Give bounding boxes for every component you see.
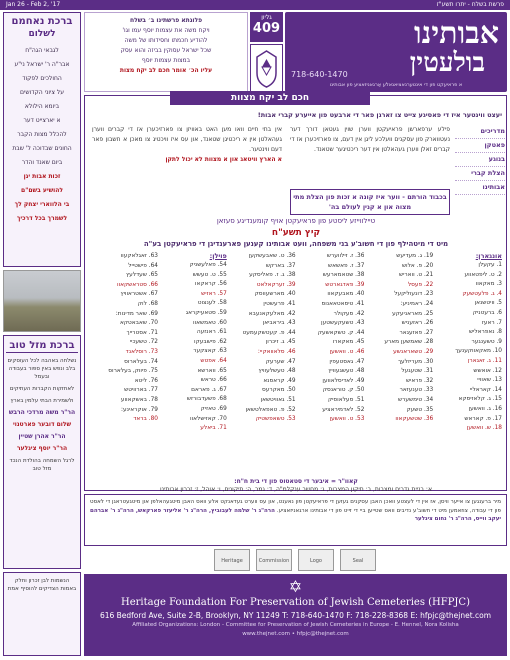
project-item: 32. פראיש xyxy=(405,377,434,384)
org-name: Heritage Foundation For Preservation of Jewish Cemeteries (HFPJC) xyxy=(120,597,470,608)
partner-logo: Seal xyxy=(340,549,376,571)
parsha-quote-line: להודיע חכמתו וחסידותו של משה xyxy=(124,37,208,44)
thanks-box xyxy=(84,494,507,546)
project-item: 24. ראמיניע: xyxy=(400,300,434,307)
project-item: 69. שאר מדינות: xyxy=(115,310,158,317)
project-item: 19. ג. מעדיעש xyxy=(396,253,434,259)
thanks-names: הרה"ג ר' שלמה לעבוביץ, הרה"ג ר' אליעזר פארקאש, הרה"ג ר' אברהם יעקב ווייס, הרה"ג ר' נחום ציגלער xyxy=(90,507,501,522)
condolence-line: לגבאי הגה"ח xyxy=(25,47,59,54)
article-column-right: פילע ערפארשן פראיעקטן ווערן שוין געטאן דורך דער נעטווארק פון עסקנים וועלכע ליגן אין דעם, צו פארזיכערן אז די קברים זאלן ווערן געהאלטן אין דער ריכטיגער שטאנד. xyxy=(290,126,450,153)
article-title: חכם לב יקח מצוות xyxy=(170,91,370,105)
project-item: 65. שעדלעץ xyxy=(125,272,158,279)
article-column-left xyxy=(92,125,282,165)
parsha-quote-line: ויקח משה את עצמות יוסף עמו וגו' xyxy=(122,27,210,34)
project-item: 33. טענעזאר xyxy=(399,387,434,394)
project-item: 61. ראנזעה xyxy=(196,329,227,336)
project-item: 42. מאלעקאנעבא xyxy=(248,310,296,317)
project-item: 34. טימשערש xyxy=(398,396,434,403)
project-item: 8. נאפראליש xyxy=(468,329,502,336)
crest-icon xyxy=(250,44,283,92)
side-label: מדריכים xyxy=(455,125,505,139)
status-legend xyxy=(90,478,502,494)
project-item: 77. בארוויטש xyxy=(124,387,158,394)
blessing-line: זכות אבות יגן xyxy=(23,173,61,180)
mazel-tov-text: נשלחה באהבה לכל העוסקים בלב ונפש באין ספור בעבודה ובעמל xyxy=(7,358,77,380)
honoree-name: הר"ר יוסף ציגלער xyxy=(16,445,68,452)
project-item: 52. פ. טאפאלטשאן xyxy=(245,406,296,413)
project-item: 51. סעלאוסיק xyxy=(328,396,365,403)
project-item: 36. ז. זילווערש xyxy=(326,253,365,259)
project-item: 62. פישבעקו xyxy=(194,338,227,345)
project-item: 74. בעלארוס xyxy=(124,358,158,365)
project-item: 36. שטשעקאוו xyxy=(395,416,434,423)
project-item: 29. טשאראנשע xyxy=(393,348,434,355)
project-item: 40. מאבעקאוו xyxy=(327,291,365,298)
footer xyxy=(84,574,507,656)
date-strip xyxy=(0,0,510,10)
project-item: 41. פרעשטין xyxy=(263,300,296,307)
project-item: 52. לאדמיראציע xyxy=(322,406,365,413)
project-item: 58. לענצוט xyxy=(197,300,227,307)
project-item: 71. אסטרייך xyxy=(126,329,158,336)
project-item: 54. פאלעשניק xyxy=(189,262,227,268)
side-label: בנוגע xyxy=(455,153,505,167)
project-list-season: קיץ תשע"ח xyxy=(271,228,321,238)
mazel-tov-text: ולשמירת הבתי עלמין בארץ xyxy=(10,398,74,404)
project-item: 3. מאקאוו xyxy=(475,281,502,288)
project-item: 40. מארשעווסק xyxy=(254,291,296,298)
blessing-line: להושיע בשם"ם xyxy=(21,187,63,194)
condolence-line: להכלל מצות הקבר xyxy=(17,131,67,138)
project-item: 79. אוקראינע: xyxy=(121,406,158,413)
project-item: 49. לאדיסלאווען xyxy=(322,377,365,384)
honoree-name: הר"ר משה מרדכי הרבש xyxy=(8,409,76,416)
project-item: 28. שאמשען מארע xyxy=(384,339,434,346)
side-label: הצלת קברי xyxy=(455,167,505,181)
project-item: 67. ג. פאראם xyxy=(191,386,227,393)
project-column xyxy=(159,252,227,476)
mazel-tov-box xyxy=(3,335,81,569)
masthead-subtitle: בולעטין xyxy=(409,48,485,78)
project-item: 11. ג. זאגארן xyxy=(467,357,502,364)
project-item: 43. טשעקעשטען xyxy=(321,320,365,327)
project-item: 42. סעקולר xyxy=(333,310,365,317)
project-item: 21. ט. וואריש xyxy=(398,272,434,279)
project-item: 26. ראזעניש xyxy=(401,320,434,327)
project-column xyxy=(90,252,158,476)
project-item: 65. ווארשא xyxy=(197,367,227,374)
condolence-line: על ציוני הקדושים xyxy=(20,89,64,96)
project-item: 2. ט. ליפטאווע xyxy=(464,271,502,278)
project-item: 51. גאוויטשאן xyxy=(260,396,296,403)
project-item: 36. ט. שאבעשקען xyxy=(248,253,296,259)
project-list-intro: טיילווייזע ליסטע פון פראיעקטן אויף קומענדיגע סעזאן xyxy=(216,217,376,225)
project-item: 72. טשעכיי xyxy=(129,339,158,346)
project-item: 25. מאראניעקע xyxy=(392,310,434,317)
blessing-line: בי הלווארי יצחק לך xyxy=(14,201,70,208)
project-item: 60. טאמשאוו xyxy=(193,319,227,326)
article-quote: בכבוד הורתם - ווער איז קונה א זכות פון הצלת מתי מצוה און א קנין לעולם בה' xyxy=(290,189,450,215)
mazel-tov-tail: לרגל השמחה בהולדת הנכד מזל טוב xyxy=(9,458,75,472)
cemetery-photo xyxy=(3,270,81,332)
left-column xyxy=(3,12,81,656)
honoree-name: הר"ר אהרן שטיין xyxy=(18,433,66,440)
project-item: 31. שטעגעל xyxy=(401,368,434,375)
project-item: 30. מעריזלעך xyxy=(397,358,434,365)
condolence-line: ביומא הילולא xyxy=(24,103,60,110)
project-item: 75. פיווק, בעלארוס xyxy=(108,368,158,375)
project-item: 68. לוק xyxy=(137,300,158,307)
side-label: פאטקן xyxy=(455,139,505,153)
project-item: 14. קאראליי xyxy=(469,386,502,393)
project-item: 56. קראקאו xyxy=(194,281,227,288)
project-item: 68. פשעדבורזש xyxy=(186,396,227,403)
project-item: 4. ג. פלעטשעק xyxy=(462,290,502,297)
project-item: 16. ג. וואשען xyxy=(468,405,502,412)
project-item: 53. טשאפשטיק xyxy=(255,416,296,423)
project-item: 80. בראד xyxy=(133,416,158,423)
project-item: 38. שטאמארעש xyxy=(322,272,365,279)
project-item: 1. עקעלן xyxy=(478,262,502,268)
project-item: 63. קאצקער xyxy=(193,348,227,355)
project-item: 37. בארקש xyxy=(265,262,296,269)
project-list-note: מיט די מיטהילף פון די חשוב'ע בני משפחה, וועט אבותינו קענען פארענדיגן די פראיעקטן בע"ה xyxy=(143,240,449,248)
issue-number: 409 xyxy=(252,21,281,36)
condolence-line: החולכים לפקוד xyxy=(22,75,62,82)
project-item: 66. סטראשקאוו xyxy=(117,281,158,288)
masthead-phone: 718-640-1470 xyxy=(291,70,348,79)
mazel-tov-text: לאחזקות הקברות העתיקים xyxy=(9,386,75,392)
org-web: www.thejnet.com • hfpjc@thejnet.com xyxy=(242,631,349,637)
project-item: 53. ט. וואשען xyxy=(329,416,365,423)
project-column xyxy=(365,252,433,476)
memorial-text: הנשמות לבן זכרון וחלק באמות הצדיקים להוסיף אמת xyxy=(7,578,77,592)
project-item: 49. קראסנא xyxy=(263,377,296,384)
project-item: 66. טראש xyxy=(200,377,227,384)
masthead-title: אבותינו xyxy=(414,16,499,51)
project-item: 45. ג. זיכרון xyxy=(265,339,296,346)
project-item: 10. מאקאווקענעך xyxy=(455,348,502,355)
condolence-box xyxy=(3,12,81,267)
memorial-box xyxy=(3,572,81,656)
issue-date: Jan 26 - Feb 2, '17 xyxy=(6,1,61,8)
project-item: 55. ט. טעשש xyxy=(192,271,227,278)
project-column-heading: פוילן: xyxy=(209,252,227,260)
org-affiliates: Affiliated Organizations: London - Committee for Preservation of Jewish Cemeteries in Europe - E. Hennel, Nora Kolisha xyxy=(132,622,459,628)
project-column xyxy=(228,252,296,476)
project-item: 6. ברעטניק xyxy=(472,309,502,316)
project-item: 35. טשעק xyxy=(406,406,434,413)
project-item: 23. דונעוליקעל xyxy=(394,291,434,298)
project-item: 76. ליטא xyxy=(134,377,158,384)
project-item: 46. ט. וואשען xyxy=(329,348,365,355)
mazel-tov-title: ברכת מזל טוב xyxy=(6,339,78,353)
condolence-subtitle: לשלום xyxy=(28,29,56,39)
project-item: 44. ק. טשקאשעק xyxy=(317,329,365,336)
article-intro: יעצט ווינטער איז די פאסיגע צייט צו זארגן פאר די ארבעט פון אייערע קברי אבות! xyxy=(257,111,502,119)
project-item: 38. ג. ז. פאליסקע xyxy=(249,272,296,279)
project-item: 48. טעשגעוויץ xyxy=(328,368,365,375)
parsha-quote-line: פלוגתא פרשתינו ב׳ בשלח xyxy=(129,17,203,24)
project-item: 18. ש. וואשען xyxy=(466,425,502,432)
project-item: 27. פאזעגאר xyxy=(399,329,434,336)
project-list xyxy=(90,252,502,476)
masthead-tagline: א פראיעקט פון די אינטערנאציאנאלע אַרגאניזאציע פון אבותינו xyxy=(329,82,463,88)
issue-badge xyxy=(250,12,283,42)
project-item: 50. ק. טוראנסק xyxy=(322,387,365,394)
article-highlight: א הארץ וויטאג און א מצוות לא יכול לתקן xyxy=(165,156,282,163)
partner-logo: Commission xyxy=(256,549,292,571)
project-item: 17. פ. קאראש xyxy=(464,415,502,422)
project-item: 39. פאדגארטש xyxy=(325,281,365,288)
parsha-label: פרשת בשלח - יתרו תשע"ז xyxy=(436,1,504,8)
project-item: 57. ראזיש xyxy=(201,290,227,297)
project-item: 43. ביראביאן xyxy=(262,320,296,327)
article-body: אין בתי חיים וואו מען האט באוויזן צו פארזיכערן אז די קברים ווערן געהאלטן אין א ריכטיגן שטאנד, און עס איז וויכטיג צו מאכן א חשבון פאר דעם ווינטער. xyxy=(92,126,282,153)
honoree-name: שלום דובער פארטנוי xyxy=(13,421,71,428)
condolence-line: החונים שבדוכה ל' שבת xyxy=(12,145,72,152)
project-item: 64. פישטייל xyxy=(128,262,158,269)
org-address: 616 Bedford Ave, Suite 2-B, Brooklyn, NY 11249 T: 718-640-1470 F: 718-228-8368 E: hfpjc@thejnet.com xyxy=(99,611,492,620)
project-item: 45. מאקארו xyxy=(332,339,365,346)
star-icon: ✡ xyxy=(288,577,303,596)
project-item: 59. סטאעיקראג xyxy=(185,309,227,316)
project-item: 70. שאבאטקא xyxy=(119,320,158,327)
condolence-title: ברכת נאחמם xyxy=(11,16,73,27)
issue-label: גליון xyxy=(261,14,272,21)
project-item: 48. טעשלעוויץ xyxy=(258,368,296,375)
project-item: 64. אפטש xyxy=(200,357,227,364)
thanks-text: מיר ברענגען צו אייער וויסן, אז אין די לעצטע וואכן האבן עסקנים געזען די פראיעקטן פון נאענט, און עס ווערט געדאנקט אלע וואס האבן מיטגעהאלפן און מיטגעטראגן די לאסט פון די עבודה, צוזאמען מיט די חשוב'ע נדיבים וואס שטייען ביי די זייט פון די אבותינו ארגאניזאציע. xyxy=(90,499,501,514)
project-item: 46. סלאוואקיי: xyxy=(257,348,296,355)
project-item: 22. פעסל xyxy=(407,281,434,288)
project-item: 41. טיסאטאאנוס xyxy=(321,300,365,307)
project-item: 13. שאוויי xyxy=(477,377,502,384)
condolence-line: א יארצייט דער xyxy=(23,117,61,124)
project-item: 47. שערעק xyxy=(265,358,296,365)
project-item: 20. פ. אלוש xyxy=(401,262,434,269)
condolence-line: אבר"ה ר' ישראל ני"ע xyxy=(14,61,70,68)
project-item: 67. אשטראוויץ xyxy=(120,291,158,298)
project-item: 70. קאזישלאוו xyxy=(190,415,227,422)
blessing-line: לשמרך בכל דרכיך xyxy=(16,215,68,222)
project-item: 63. זאגלאקעוו xyxy=(120,253,158,259)
project-item: 78. באשקאווע xyxy=(120,396,158,403)
side-label: אבותינו xyxy=(455,181,505,195)
project-item: 71. ביאלע xyxy=(200,425,227,432)
project-column xyxy=(434,252,502,476)
project-item: 39. זערקאלאט xyxy=(256,281,296,288)
partner-logos xyxy=(84,549,507,571)
project-column xyxy=(296,252,364,476)
masthead xyxy=(285,12,507,92)
project-column-heading: אונגארן: xyxy=(475,252,502,260)
project-item: 69. טאזיק xyxy=(200,405,227,412)
side-labels xyxy=(455,125,505,195)
parsha-quote-line: שכל ישראל עסוקין בביזה והוא עסק xyxy=(120,47,212,54)
project-item: 15. ג. קלאזיסקא xyxy=(458,396,502,403)
parsha-quote-line: במצות עצמות יוסף xyxy=(141,57,191,64)
legend-detail: א: בניית גדרים ומצבות, ב: תיקון המצבות, ג: מחשב ענקלמ"ה, ד: גמר, ה: תיקונים, ו: אוהל, ז: זכרון אבותינו xyxy=(160,486,432,493)
project-item: 12. אואשש xyxy=(473,367,502,374)
project-item: 9. טשענגער xyxy=(471,338,502,345)
parsha-quote-highlight: עליו הכ׳ אומר חכם לב יקח מצות xyxy=(119,67,213,74)
legend-title: קאוו"ר = איבער די סטאטוס פון די בית ח"ח: xyxy=(234,478,358,485)
partner-logo: Heritage xyxy=(214,549,250,571)
project-item: 7. ראעז xyxy=(481,319,502,326)
project-item: 50. מאקרעס xyxy=(261,387,296,394)
project-item: 47. גאסטעפין xyxy=(329,358,365,365)
condolence-line: ביום שאנד והדר xyxy=(21,159,63,166)
project-item: 5. וויטשנאן xyxy=(474,300,502,307)
project-item: 73. רוסלאנד xyxy=(125,348,158,355)
project-item: 44. פ. קעטשקעמעט xyxy=(242,329,296,336)
project-item: 37. ז. פאשאש xyxy=(328,262,365,269)
parsha-quote-box xyxy=(84,12,248,92)
partner-logo: Logo xyxy=(298,549,334,571)
